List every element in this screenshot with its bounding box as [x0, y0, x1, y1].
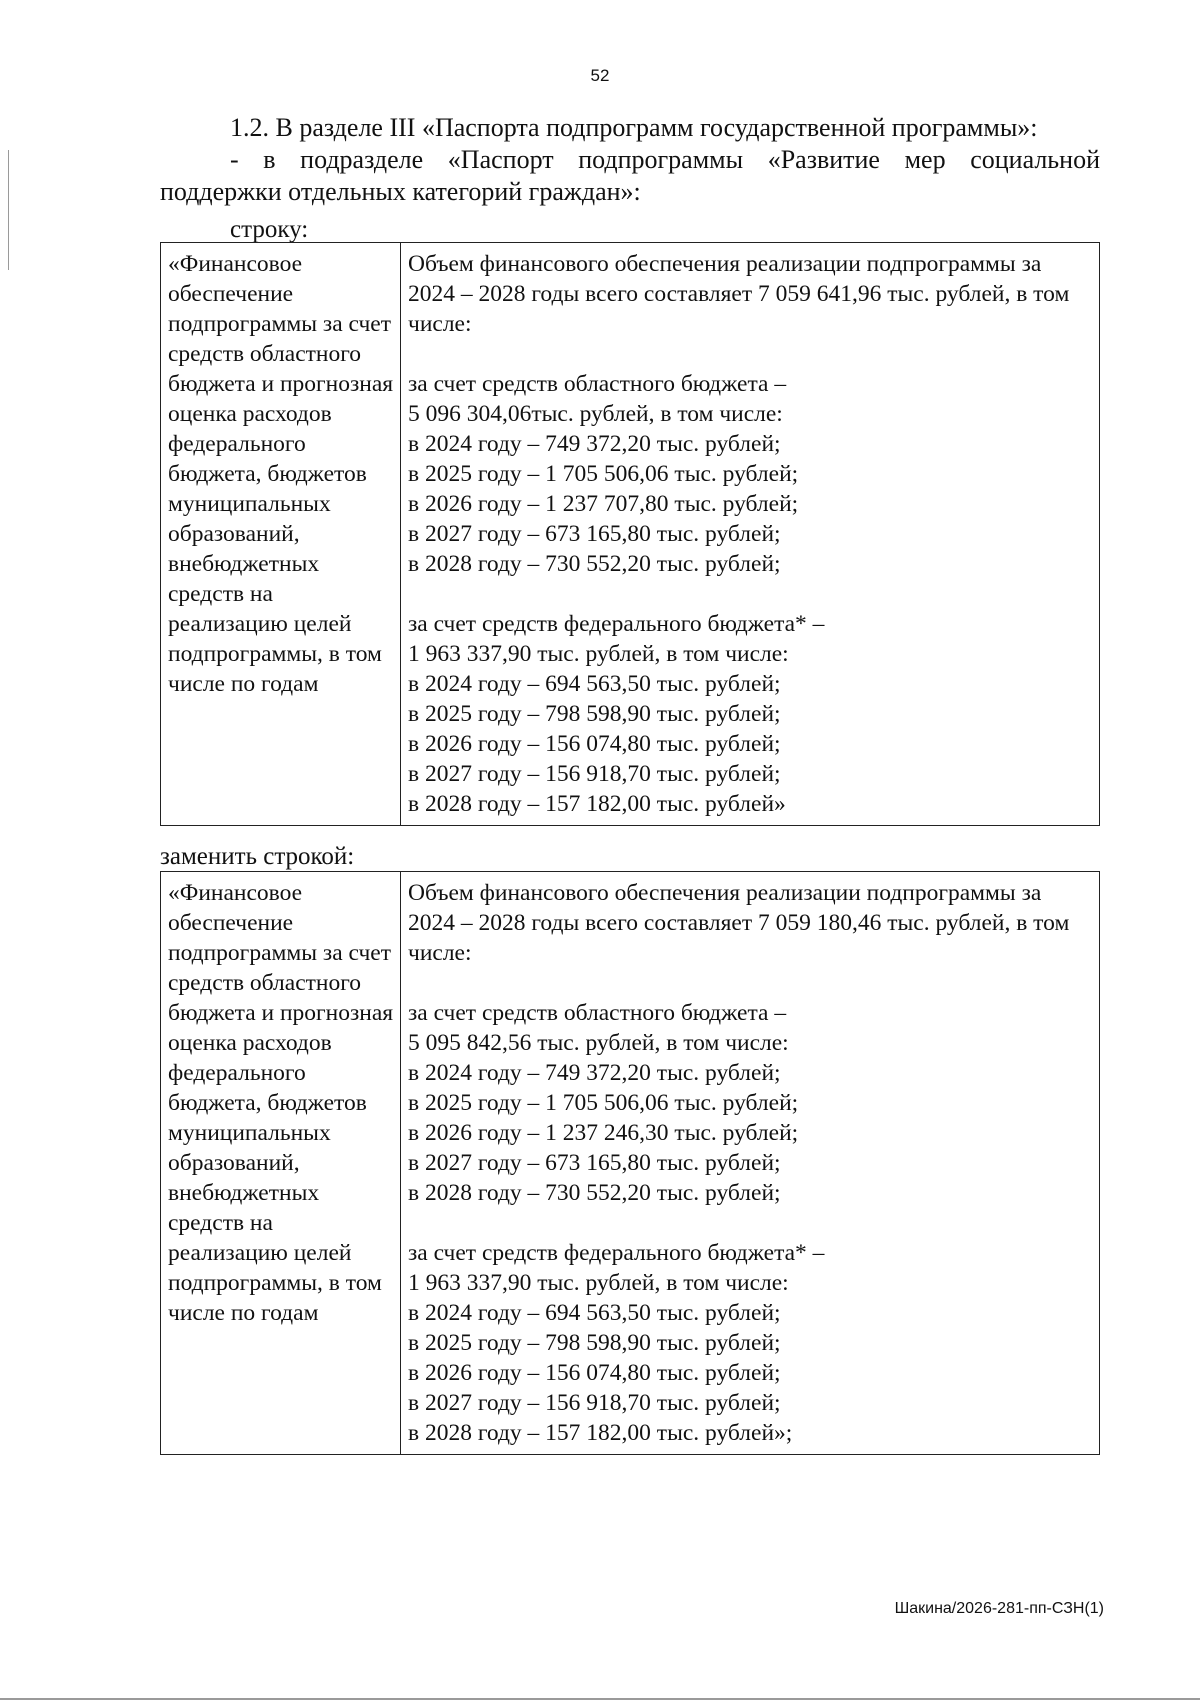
old-federal-year-2027: в 2027 году – 156 918,70 тыс. рублей; — [408, 761, 781, 787]
old-federal-year-2028: в 2028 году – 157 182,00 тыс. рублей» — [408, 791, 786, 817]
new-row-table — [160, 871, 1100, 1455]
new-regional-year-2027: в 2027 году – 673 165,80 тыс. рублей; — [408, 1150, 781, 1176]
old-regional-year-2025: в 2025 году – 1 705 506,06 тыс. рублей; — [408, 461, 799, 487]
section-heading: 1.2. В разделе III «Паспорта подпрограмм государственной программы»: — [230, 113, 1038, 142]
new-summary: Объем финансового обеспечения реализации подпрограммы за 2024 – 2028 годы всего составляет 7 059 180,46 тыс. рублей, в том числе: — [408, 880, 1070, 966]
new-federal-year-2026: в 2026 году – 156 074,80 тыс. рублей; — [408, 1360, 781, 1386]
subsection-item: - в подразделе «Паспорт подпрограммы «Развитие мер социальной поддержки отдельных категорий граждан»: — [160, 145, 1100, 206]
intro-section — [160, 112, 1100, 208]
new-regional-year-2024: в 2024 году – 749 372,20 тыс. рублей; — [408, 1060, 781, 1086]
old-federal-total: 1 963 337,90 тыс. рублей, в том числе: — [408, 641, 789, 667]
old-row — [161, 243, 1100, 826]
old-regional-year-2026: в 2026 году – 1 237 707,80 тыс. рублей; — [408, 491, 799, 517]
document-code: Шакина/2026-281-пп-СЗН(1) — [894, 1600, 1104, 1617]
new-regional-year-2025: в 2025 году – 1 705 506,06 тыс. рублей; — [408, 1090, 799, 1116]
scan-edge-line — [0, 1698, 1200, 1700]
old-row-left-text: «Финансовое обеспечение подпрограммы за счет средств областного бюджета и прогнозная оценка расходов федерального бюджета, бюджетов муниципальных образований, внебюджетных средств на реализацию целей подпрограммы, в том числе по годам — [168, 251, 394, 697]
old-regional-total: 5 096 304,06тыс. рублей, в том числе: — [408, 401, 783, 427]
old-row-right-cell — [401, 243, 1100, 826]
old-federal-year-2024: в 2024 году – 694 563,50 тыс. рублей; — [408, 671, 781, 697]
new-federal-year-2025: в 2025 году – 798 598,90 тыс. рублей; — [408, 1330, 781, 1356]
new-regional-header: за счет средств областного бюджета – — [408, 1000, 787, 1026]
old-federal-year-2026: в 2026 году – 156 074,80 тыс. рублей; — [408, 731, 781, 757]
old-regional-year-2027: в 2027 году – 673 165,80 тыс. рублей; — [408, 521, 781, 547]
new-row-left-cell — [161, 872, 401, 1455]
new-federal-year-2028: в 2028 году – 157 182,00 тыс. рублей»; — [408, 1420, 793, 1446]
new-federal-total: 1 963 337,90 тыс. рублей, в том числе: — [408, 1270, 789, 1296]
replace-row-label: заменить строкой: — [160, 843, 355, 870]
scan-left-mark — [8, 150, 9, 270]
new-row-left-text: «Финансовое обеспечение подпрограммы за счет средств областного бюджета и прогнозная оценка расходов федерального бюджета, бюджетов муниципальных образований, внебюджетных средств на реализацию целей подпрограммы, в том числе по годам — [168, 880, 394, 1326]
old-row-label: строку: — [230, 216, 309, 243]
new-federal-year-2024: в 2024 году – 694 563,50 тыс. рублей; — [408, 1300, 781, 1326]
new-federal-year-2027: в 2027 году – 156 918,70 тыс. рублей; — [408, 1390, 781, 1416]
old-federal-year-2025: в 2025 году – 798 598,90 тыс. рублей; — [408, 701, 781, 727]
old-row-table — [160, 242, 1100, 826]
new-row — [161, 872, 1100, 1455]
new-regional-year-2028: в 2028 году – 730 552,20 тыс. рублей; — [408, 1180, 781, 1206]
page-number: 52 — [590, 66, 610, 85]
old-regional-year-2028: в 2028 году – 730 552,20 тыс. рублей; — [408, 551, 781, 577]
old-row-left-cell — [161, 243, 401, 826]
new-federal-header: за счет средств федерального бюджета* – — [408, 1240, 825, 1266]
old-regional-header: за счет средств областного бюджета – — [408, 371, 787, 397]
new-row-right-cell — [401, 872, 1100, 1455]
old-regional-year-2024: в 2024 году – 749 372,20 тыс. рублей; — [408, 431, 781, 457]
new-regional-year-2026: в 2026 году – 1 237 246,30 тыс. рублей; — [408, 1120, 799, 1146]
new-regional-total: 5 095 842,56 тыс. рублей, в том числе: — [408, 1030, 789, 1056]
old-federal-header: за счет средств федерального бюджета* – — [408, 611, 825, 637]
old-summary: Объем финансового обеспечения реализации подпрограммы за 2024 – 2028 годы всего составляет 7 059 641,96 тыс. рублей, в том числе: — [408, 251, 1070, 337]
